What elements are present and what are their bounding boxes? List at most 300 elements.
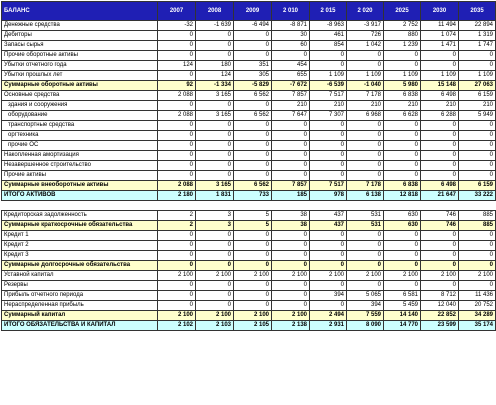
row-label: Прочие оборотные активы — [2, 51, 158, 61]
value-cell: 27 063 — [459, 81, 496, 91]
value-cell: 1 471 — [421, 41, 459, 51]
table-row — [2, 311, 496, 321]
value-cell: 38 — [272, 221, 310, 231]
table-row — [2, 151, 496, 161]
value-cell: 0 — [196, 241, 234, 251]
value-cell: -3 917 — [347, 21, 384, 31]
table-row — [2, 321, 496, 331]
table-row — [2, 291, 496, 301]
value-cell: 0 — [234, 291, 272, 301]
value-cell: 0 — [310, 121, 347, 131]
value-cell: 0 — [310, 61, 347, 71]
value-cell: 0 — [384, 131, 421, 141]
value-cell — [158, 201, 196, 211]
value-cell: 1 109 — [347, 71, 384, 81]
value-cell: 0 — [347, 241, 384, 251]
value-cell: 0 — [310, 51, 347, 61]
value-cell: 0 — [272, 291, 310, 301]
table-row — [2, 171, 496, 181]
row-label: Суммарные оборотные активы — [2, 81, 158, 91]
value-cell: -6 494 — [234, 21, 272, 31]
value-cell: 0 — [158, 131, 196, 141]
value-cell: 2 103 — [196, 321, 234, 331]
value-cell: 5 065 — [347, 291, 384, 301]
row-label: Кредит 2 — [2, 241, 158, 251]
table-row — [2, 51, 496, 61]
value-cell: 0 — [234, 251, 272, 261]
row-label: ИТОГО ОБЯЗАТЕЛЬСТВА И КАПИТАЛ — [2, 321, 158, 331]
value-cell: 0 — [421, 261, 459, 271]
value-cell: 7 517 — [310, 91, 347, 101]
value-cell: 7 559 — [347, 311, 384, 321]
value-cell: 92 — [158, 81, 196, 91]
value-cell: 531 — [347, 211, 384, 221]
value-cell: 0 — [196, 231, 234, 241]
value-cell: 7 857 — [272, 181, 310, 191]
row-label: Денежные средства — [2, 21, 158, 31]
value-cell: 15 148 — [421, 81, 459, 91]
value-cell: 0 — [196, 261, 234, 271]
value-cell: 0 — [234, 31, 272, 41]
value-cell: 0 — [272, 161, 310, 171]
value-cell: 1 109 — [421, 71, 459, 81]
header-year: 2007 — [158, 2, 196, 21]
value-cell: 2 — [158, 221, 196, 231]
value-cell: 655 — [272, 71, 310, 81]
value-cell: 0 — [234, 51, 272, 61]
value-cell: 34 289 — [459, 311, 496, 321]
table-header-row — [2, 2, 496, 21]
table-row — [2, 211, 496, 221]
value-cell: 210 — [347, 101, 384, 111]
value-cell: 1 109 — [384, 71, 421, 81]
table-row — [2, 91, 496, 101]
value-cell: 630 — [384, 221, 421, 231]
value-cell: 0 — [384, 231, 421, 241]
table-row — [2, 241, 496, 251]
value-cell: 0 — [384, 251, 421, 261]
value-cell: 3 165 — [196, 91, 234, 101]
value-cell — [196, 201, 234, 211]
value-cell: 1 042 — [347, 41, 384, 51]
value-cell: 0 — [384, 161, 421, 171]
row-label: Резервы — [2, 281, 158, 291]
value-cell: -1 334 — [196, 81, 234, 91]
value-cell: -8 871 — [272, 21, 310, 31]
value-cell: 0 — [272, 171, 310, 181]
table-row — [2, 41, 496, 51]
value-cell: 0 — [272, 131, 310, 141]
value-cell: 0 — [158, 51, 196, 61]
value-cell: 0 — [158, 301, 196, 311]
value-cell: 0 — [196, 131, 234, 141]
value-cell: 0 — [347, 231, 384, 241]
table-row — [2, 251, 496, 261]
value-cell: 7 647 — [272, 111, 310, 121]
value-cell: 880 — [384, 31, 421, 41]
value-cell — [234, 201, 272, 211]
value-cell: 2 100 — [347, 271, 384, 281]
value-cell: 210 — [310, 101, 347, 111]
value-cell: 5 — [234, 221, 272, 231]
value-cell: -7 672 — [272, 81, 310, 91]
value-cell: 1 747 — [459, 41, 496, 51]
value-cell: 2 102 — [158, 321, 196, 331]
row-label: Суммарный капитал — [2, 311, 158, 321]
value-cell: 5 459 — [384, 301, 421, 311]
value-cell: 2 752 — [384, 21, 421, 31]
value-cell: 0 — [272, 251, 310, 261]
value-cell: 746 — [421, 221, 459, 231]
value-cell: 0 — [196, 121, 234, 131]
value-cell: 0 — [421, 161, 459, 171]
value-cell: 7 517 — [310, 181, 347, 191]
table-row — [2, 301, 496, 311]
value-cell: 180 — [196, 61, 234, 71]
value-cell: 1 074 — [421, 31, 459, 41]
table-row — [2, 221, 496, 231]
value-cell: 0 — [158, 291, 196, 301]
value-cell: 2 088 — [158, 181, 196, 191]
value-cell: 6 562 — [234, 91, 272, 101]
value-cell: 0 — [234, 281, 272, 291]
value-cell: 8 090 — [347, 321, 384, 331]
table-row — [2, 161, 496, 171]
row-label: здания и сооружения — [2, 101, 158, 111]
value-cell — [347, 201, 384, 211]
value-cell: 6 288 — [421, 111, 459, 121]
value-cell: 2 100 — [310, 271, 347, 281]
value-cell: 0 — [384, 281, 421, 291]
value-cell: 0 — [347, 251, 384, 261]
value-cell: 7 178 — [347, 91, 384, 101]
value-cell: 0 — [234, 261, 272, 271]
value-cell: 2 100 — [384, 271, 421, 281]
value-cell: 0 — [459, 171, 496, 181]
value-cell: 20 752 — [459, 301, 496, 311]
table-row — [2, 181, 496, 191]
value-cell: 0 — [158, 251, 196, 261]
value-cell: 2 105 — [234, 321, 272, 331]
table-row — [2, 191, 496, 201]
value-cell: -8 963 — [310, 21, 347, 31]
value-cell: 733 — [234, 191, 272, 201]
row-label: прочие ОС — [2, 141, 158, 151]
value-cell: 1 319 — [459, 31, 496, 41]
value-cell: 6 628 — [384, 111, 421, 121]
value-cell: 0 — [272, 281, 310, 291]
value-cell: 0 — [196, 161, 234, 171]
value-cell: 6 159 — [459, 91, 496, 101]
value-cell: 0 — [196, 51, 234, 61]
value-cell: 1 109 — [459, 71, 496, 81]
value-cell — [272, 201, 310, 211]
value-cell: 0 — [158, 231, 196, 241]
row-label: Кредиторская задолженность — [2, 211, 158, 221]
value-cell: 0 — [421, 281, 459, 291]
value-cell: 0 — [384, 151, 421, 161]
row-label: Кредит 1 — [2, 231, 158, 241]
value-cell: 0 — [158, 101, 196, 111]
value-cell: 0 — [196, 171, 234, 181]
value-cell: 437 — [310, 211, 347, 221]
value-cell: 0 — [421, 171, 459, 181]
row-label: Накопленная амортизация — [2, 151, 158, 161]
value-cell: 854 — [310, 41, 347, 51]
value-cell: 0 — [234, 301, 272, 311]
row-label: Дебиторы — [2, 31, 158, 41]
value-cell: 0 — [234, 161, 272, 171]
value-cell: 0 — [272, 141, 310, 151]
value-cell: 2 100 — [158, 271, 196, 281]
value-cell: 0 — [234, 101, 272, 111]
value-cell: 630 — [384, 211, 421, 221]
value-cell: 5 980 — [384, 81, 421, 91]
value-cell: 6 968 — [347, 111, 384, 121]
value-cell: 2 — [158, 211, 196, 221]
row-label: оборудование — [2, 111, 158, 121]
value-cell: 0 — [272, 151, 310, 161]
value-cell: 210 — [421, 101, 459, 111]
value-cell — [421, 201, 459, 211]
value-cell: 0 — [272, 231, 310, 241]
table-row — [2, 31, 496, 41]
value-cell: 6 498 — [421, 181, 459, 191]
value-cell: 726 — [347, 31, 384, 41]
value-cell: 7 307 — [310, 111, 347, 121]
value-cell: 351 — [234, 61, 272, 71]
value-cell: 3 — [196, 221, 234, 231]
value-cell: 394 — [310, 291, 347, 301]
value-cell: 0 — [158, 261, 196, 271]
value-cell: 0 — [158, 41, 196, 51]
value-cell: 0 — [158, 281, 196, 291]
value-cell: 0 — [421, 141, 459, 151]
value-cell: 0 — [421, 61, 459, 71]
value-cell: 0 — [310, 231, 347, 241]
value-cell: 6 138 — [347, 191, 384, 201]
value-cell: 124 — [196, 71, 234, 81]
value-cell: 2 088 — [158, 91, 196, 101]
header-year: 2035 — [459, 2, 496, 21]
value-cell: 0 — [158, 241, 196, 251]
table-row — [2, 261, 496, 271]
value-cell: 0 — [384, 61, 421, 71]
header-year: 2 015 — [310, 2, 347, 21]
value-cell: 0 — [421, 241, 459, 251]
header-year: 2030 — [421, 2, 459, 21]
value-cell: 6 581 — [384, 291, 421, 301]
header-year: 2025 — [384, 2, 421, 21]
value-cell: 0 — [310, 251, 347, 261]
value-cell: 0 — [459, 261, 496, 271]
row-label: Запасы сырья — [2, 41, 158, 51]
value-cell: 2 100 — [459, 271, 496, 281]
value-cell: 2 100 — [234, 311, 272, 321]
value-cell: 0 — [421, 251, 459, 261]
value-cell: 0 — [459, 61, 496, 71]
value-cell: 0 — [459, 121, 496, 131]
table-row — [2, 71, 496, 81]
value-cell: 0 — [196, 251, 234, 261]
value-cell: 210 — [272, 101, 310, 111]
table-row — [2, 281, 496, 291]
value-cell: 0 — [421, 121, 459, 131]
table-row — [2, 231, 496, 241]
value-cell: 0 — [347, 121, 384, 131]
value-cell: 6 562 — [234, 111, 272, 121]
value-cell: 0 — [347, 171, 384, 181]
row-label: Суммарные внеоборотные активы — [2, 181, 158, 191]
value-cell: 0 — [310, 241, 347, 251]
value-cell: 0 — [272, 261, 310, 271]
value-cell: 7 178 — [347, 181, 384, 191]
value-cell: 2 100 — [196, 271, 234, 281]
value-cell — [310, 201, 347, 211]
header-year: 2 020 — [347, 2, 384, 21]
value-cell: 0 — [459, 241, 496, 251]
value-cell: 3 165 — [196, 181, 234, 191]
value-cell: 23 599 — [421, 321, 459, 331]
table-row — [2, 81, 496, 91]
value-cell: 14 140 — [384, 311, 421, 321]
value-cell: 461 — [310, 31, 347, 41]
value-cell: 21 647 — [421, 191, 459, 201]
value-cell — [459, 201, 496, 211]
value-cell: -1 040 — [347, 81, 384, 91]
value-cell: 0 — [196, 31, 234, 41]
value-cell: 2 100 — [421, 271, 459, 281]
spacer-row — [2, 201, 496, 211]
value-cell: 394 — [347, 301, 384, 311]
value-cell: 5 949 — [459, 111, 496, 121]
table-row — [2, 101, 496, 111]
value-cell: 6 838 — [384, 91, 421, 101]
value-cell: 0 — [310, 301, 347, 311]
value-cell: 0 — [421, 231, 459, 241]
value-cell: 0 — [196, 101, 234, 111]
value-cell: 3 — [196, 211, 234, 221]
value-cell: 1 239 — [384, 41, 421, 51]
value-cell — [384, 201, 421, 211]
value-cell: 0 — [196, 41, 234, 51]
value-cell: 33 222 — [459, 191, 496, 201]
value-cell: 0 — [158, 71, 196, 81]
value-cell: 0 — [347, 161, 384, 171]
row-label: Прочие активы — [2, 171, 158, 181]
value-cell: 0 — [272, 301, 310, 311]
value-cell: 14 770 — [384, 321, 421, 331]
value-cell: 0 — [234, 141, 272, 151]
value-cell: 2 088 — [158, 111, 196, 121]
value-cell: 0 — [347, 131, 384, 141]
value-cell: 3 165 — [196, 111, 234, 121]
table-row — [2, 141, 496, 151]
header-year: 2008 — [196, 2, 234, 21]
value-cell: 0 — [347, 151, 384, 161]
value-cell: 185 — [272, 191, 310, 201]
value-cell: 0 — [384, 171, 421, 181]
value-cell: 0 — [459, 141, 496, 151]
value-cell: 454 — [272, 61, 310, 71]
value-cell: 0 — [272, 51, 310, 61]
value-cell: 0 — [459, 131, 496, 141]
value-cell: 0 — [234, 241, 272, 251]
value-cell: 210 — [384, 101, 421, 111]
value-cell: 0 — [459, 161, 496, 171]
value-cell: 2 931 — [310, 321, 347, 331]
value-cell: 7 857 — [272, 91, 310, 101]
header-year: 2009 — [234, 2, 272, 21]
value-cell: 305 — [234, 71, 272, 81]
value-cell: 0 — [310, 171, 347, 181]
value-cell: 0 — [234, 151, 272, 161]
value-cell: 1 109 — [310, 71, 347, 81]
value-cell: 0 — [347, 61, 384, 71]
value-cell: 437 — [310, 221, 347, 231]
row-label: Убытки прошлых лет — [2, 71, 158, 81]
value-cell: 0 — [234, 131, 272, 141]
value-cell: 0 — [347, 141, 384, 151]
row-label: Уставной капитал — [2, 271, 158, 281]
value-cell: 6 498 — [421, 91, 459, 101]
value-cell: 0 — [196, 151, 234, 161]
value-cell: 0 — [459, 231, 496, 241]
value-cell: 38 — [272, 211, 310, 221]
value-cell: 35 174 — [459, 321, 496, 331]
value-cell: 978 — [310, 191, 347, 201]
row-label: Нераспределенная прибыль — [2, 301, 158, 311]
value-cell: 746 — [421, 211, 459, 221]
value-cell: 0 — [196, 281, 234, 291]
value-cell: 0 — [196, 301, 234, 311]
table-row — [2, 131, 496, 141]
value-cell: 0 — [158, 31, 196, 41]
value-cell: 22 894 — [459, 21, 496, 31]
value-cell: 12 040 — [421, 301, 459, 311]
row-label: ИТОГО АКТИВОВ — [2, 191, 158, 201]
value-cell: 2 138 — [272, 321, 310, 331]
value-cell: 0 — [234, 121, 272, 131]
value-cell: 0 — [234, 231, 272, 241]
value-cell: 12 818 — [384, 191, 421, 201]
value-cell: -5 829 — [234, 81, 272, 91]
row-label: Прибыль отчетного периода — [2, 291, 158, 301]
value-cell: 0 — [310, 261, 347, 271]
value-cell: 0 — [384, 141, 421, 151]
value-cell: 22 852 — [421, 311, 459, 321]
table-row — [2, 111, 496, 121]
value-cell: 0 — [158, 151, 196, 161]
value-cell: 0 — [347, 51, 384, 61]
value-cell: 0 — [384, 121, 421, 131]
value-cell: 0 — [158, 141, 196, 151]
value-cell: 0 — [196, 291, 234, 301]
value-cell: 210 — [459, 101, 496, 111]
value-cell: 5 — [234, 211, 272, 221]
value-cell: 0 — [421, 51, 459, 61]
value-cell: 0 — [234, 41, 272, 51]
value-cell: 0 — [158, 161, 196, 171]
table-row — [2, 21, 496, 31]
value-cell: 30 — [272, 31, 310, 41]
value-cell: 0 — [459, 281, 496, 291]
value-cell: 0 — [310, 281, 347, 291]
value-cell: -32 — [158, 21, 196, 31]
row-label: Кредит 3 — [2, 251, 158, 261]
balance-sheet-body — [2, 2, 496, 331]
value-cell: 0 — [347, 281, 384, 291]
